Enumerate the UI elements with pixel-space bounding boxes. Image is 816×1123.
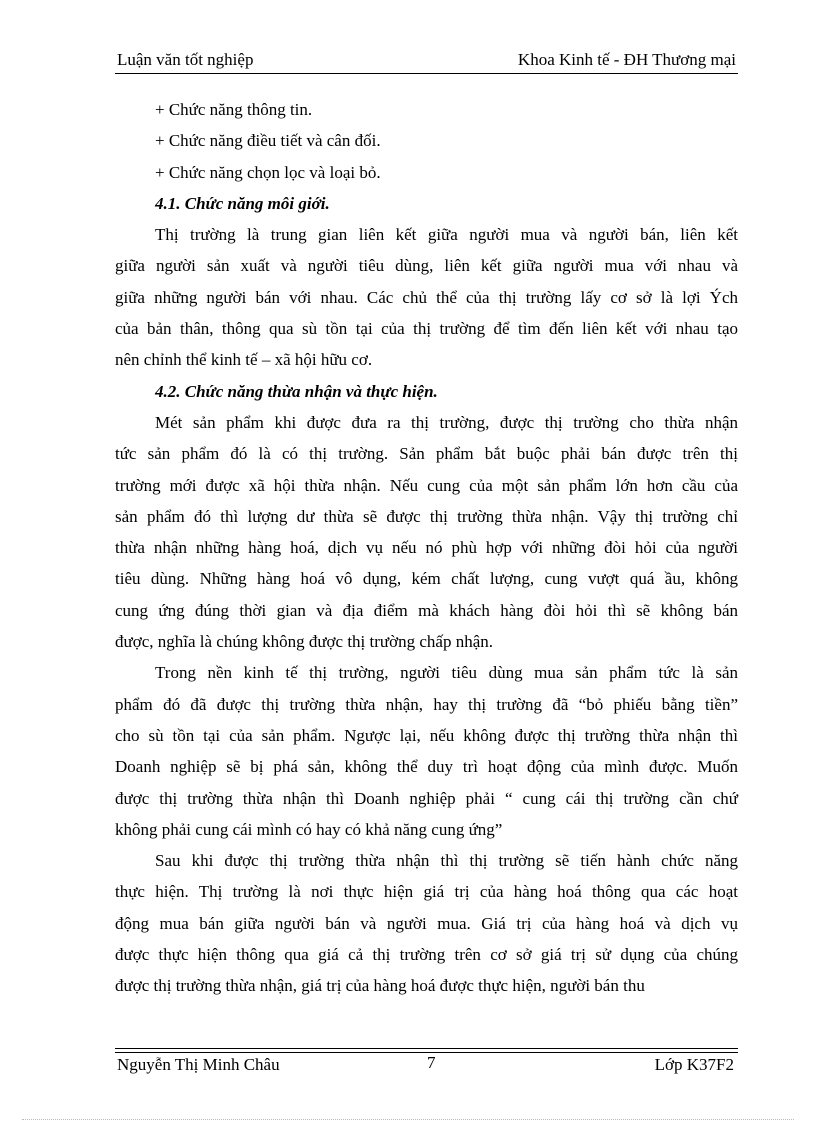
- paragraph-line: thừa nhận những hàng hoá, dịch vụ nếu nó phù hợp với những đòi hỏi của người: [115, 538, 738, 558]
- paragraph-line: Doanh nghiệp sẽ bị phá sản, không thể duy trì hoạt động của mình được. Muốn: [115, 757, 738, 777]
- section-heading-4-1: 4.1. Chức năng môi giới.: [155, 193, 330, 213]
- header-faculty: Khoa Kinh tế - ĐH Thương mại: [517, 50, 736, 69]
- page-edge: [22, 1119, 794, 1120]
- paragraph-line: Sau khi được thị trường thừa nhận thì thị trường sẽ tiến hành chức năng: [155, 851, 738, 871]
- paragraph-line: được, nghĩa là chúng không được thị trường chấp nhận.: [115, 632, 494, 652]
- paragraph-line: động mua bán giữa người bán và người mua. Giá trị của hàng hoá và dịch vụ: [115, 913, 738, 933]
- paragraph-line: trường mới được xã hội thừa nhận. Nếu cung của một sản phẩm lớn hơn cầu của: [115, 475, 738, 495]
- document-body: [115, 94, 738, 1002]
- paragraph-line: không phải cung cái mình có hay có khả năng cung ứng”: [115, 819, 503, 839]
- paragraph-line: được thị trường thừa nhận, giá trị của hàng hoá được thực hiện, người bán thu: [115, 976, 645, 996]
- paragraph-line: nên chỉnh thể kinh tế – xã hội hữu cơ.: [115, 350, 373, 370]
- paragraph-line: được thực hiện thông qua giá cả thị trường trên cơ sở giá trị sử dụng của chúng: [115, 945, 738, 965]
- paragraph-line: thực hiện. Thị trường là nơi thực hiện giá trị của hàng hoá thông qua các hoạt: [115, 882, 738, 902]
- function-item: + Chức năng chọn lọc và loại bỏ.: [155, 162, 381, 182]
- paragraph-line: giữa những người bán với nhau. Các chủ thể của thị trường lấy cơ sở là lợi Ých: [115, 287, 738, 307]
- paragraph-line: giữa người sản xuất và người tiêu dùng, liên kết giữa người mua với nhau và: [115, 256, 738, 276]
- footer-author: Nguyễn Thị Minh Châu: [117, 1055, 280, 1074]
- paragraph-line: tiêu dùng. Những hàng hoá vô dụng, kém chất lượng, cung vượt quá ầu, không: [115, 569, 738, 589]
- paragraph-line: cung ứng đúng thời gian và địa điểm mà khách hàng đòi hỏi thì sẽ không bán: [115, 600, 738, 620]
- function-item: + Chức năng điều tiết và cân đối.: [155, 131, 381, 151]
- paragraph-line: được thị trường thừa nhận thì Doanh nghiệp phải “ cung cái thị trường cần chứ: [115, 788, 738, 808]
- header-thesis-title: Luận văn tốt nghiệp: [117, 50, 254, 69]
- paragraph-line: Thị trường là trung gian liên kết giữa người mua và người bán, liên kết: [155, 225, 738, 245]
- paragraph-line: Mét sản phẩm khi được đưa ra thị trường, được thị trường cho thừa nhận: [155, 412, 738, 432]
- footer-class: Lớp K37F2: [654, 1055, 734, 1074]
- section-heading-4-2: 4.2. Chức năng thừa nhận và thực hiện.: [155, 381, 438, 401]
- function-item: + Chức năng thông tin.: [155, 100, 313, 119]
- paragraph-line: cho sù tồn tại của sản phẩm. Ngược lại, nếu không được thị trường thừa nhận thì: [115, 725, 738, 745]
- page-footer: [115, 1055, 738, 1079]
- paragraph-line: Trong nền kinh tế thị trường, người tiêu dùng mua sản phẩm tức là sản: [155, 663, 738, 683]
- footer-divider: [115, 1048, 738, 1049]
- page-header: [115, 49, 738, 74]
- page-number: 7: [427, 1053, 436, 1072]
- paragraph-line: sản phẩm đó thì lượng dư thừa sẽ được thị trường thừa nhận. Vậy thị trường chỉ: [115, 506, 738, 526]
- paragraph-line: của bản thân, thông qua sù tồn tại của thị trường để tìm đến liên kết với nhau tạo: [115, 319, 738, 339]
- paragraph-line: tức sản phẩm đó là có thị trường. Sản phẩm bắt buộc phải bán được trên thị: [115, 444, 738, 464]
- paragraph-line: phẩm đó đã được thị trường thừa nhận, hay thị trường đã “bỏ phiếu bằng tiền”: [115, 694, 738, 714]
